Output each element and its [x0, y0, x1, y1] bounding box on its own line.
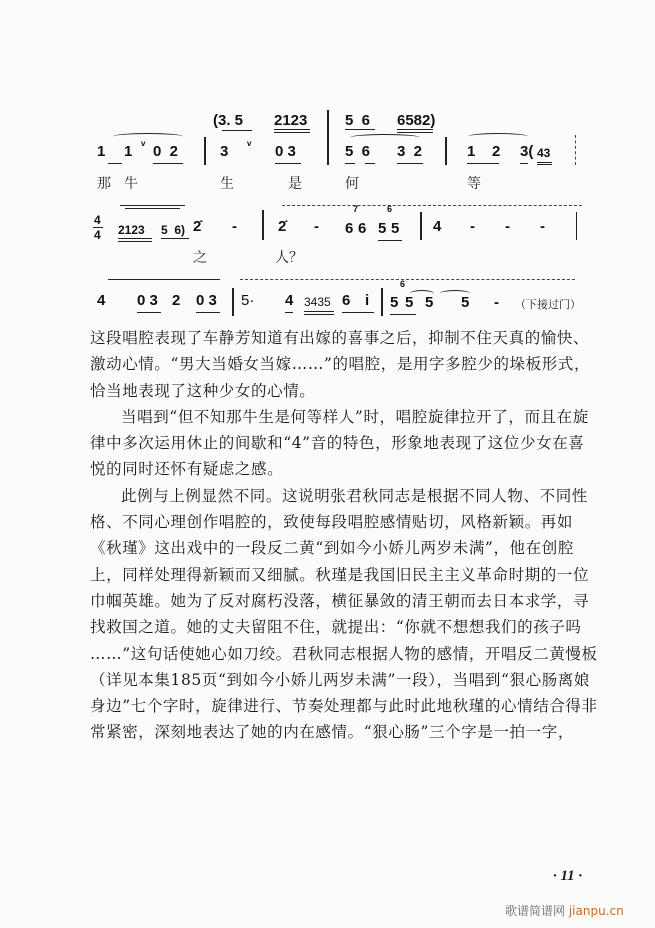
lyric: 那 [97, 176, 111, 192]
melody-note: 3 [220, 143, 229, 160]
accomp-note: (3. 5 [213, 112, 244, 129]
melody-note: 3 2 [397, 143, 423, 160]
underline [342, 312, 374, 313]
underline [108, 163, 122, 164]
extension-line [282, 205, 582, 207]
underline [118, 241, 152, 242]
underline [118, 238, 152, 239]
underline [153, 163, 183, 164]
note: 6 [345, 220, 354, 237]
note: - [232, 218, 237, 235]
note: 5 [405, 294, 414, 311]
note: - [470, 218, 475, 235]
lyric: 何 [345, 176, 359, 192]
barline [381, 288, 383, 316]
lyric: 之 [193, 250, 207, 266]
note: 2123 [118, 223, 145, 237]
continuation-note: （下接过门） [515, 298, 581, 311]
lyric: 人？ [275, 250, 303, 266]
melody-note: 0 2 [153, 143, 179, 160]
underline [285, 312, 293, 313]
paragraph: 此例与上例显然不同。这说明张君秋同志是根据不同人物、不同性格、不同心理创作唱腔的，致使每段唱腔感情贴切，风格新颖。再如《秋瑾》这出戏中的一段反二黄“到如今小娇儿两岁未满”，他在创腔上，同样处理得新颖而又细腻。秋瑾是我国旧民主主义革命时期的一位巾帼英雄。她为了反对腐朽没落，横征暴敛的清王朝而去日本求学，寻找救国之道。她的丈夫留阻不住，就提出：“你就不想想我们的孩子吗 ……”这句话使她心如刀绞。君秋同志根据人物的感情，开唱反二黄慢板（详见本集185页“到如今小娇儿两岁未满”一段），当唱到“狠心肠离娘身边”七个字时，旋律进行、节奏处理都与此时此地秋瑾的心情结合得非常紧密，深刻地表达了她的内在感情。“狠心肠”三个字是一拍一字， [90, 486, 598, 742]
underline [274, 132, 310, 133]
underline [397, 132, 433, 133]
note: 4 [97, 292, 106, 309]
barline [204, 137, 206, 165]
note: - [314, 218, 319, 235]
extension-line [120, 205, 185, 206]
note: 5 [425, 294, 434, 311]
watermark-cn: 歌谱简谱网 [505, 904, 566, 918]
note: 5 [461, 294, 470, 311]
grace-note: 6 [387, 204, 393, 214]
note: - [494, 294, 499, 311]
extension-line [240, 279, 575, 281]
note: 6 [358, 220, 367, 237]
underline [137, 312, 161, 313]
note: 5 [391, 220, 400, 237]
melody-note: 1 [467, 143, 476, 160]
note: 4 [285, 292, 294, 309]
underline [274, 129, 310, 130]
melody-note: 3( [520, 143, 534, 160]
underline [467, 163, 499, 164]
grace-note: 7 [353, 204, 359, 214]
underline [520, 163, 528, 164]
grace-note: 6 [400, 279, 406, 289]
slur [113, 133, 183, 140]
note: 5 [378, 220, 387, 237]
accomp-note: 2123 [274, 112, 308, 129]
melody-note: 5 6 [345, 143, 371, 160]
slur [350, 134, 420, 141]
melody-note: 43 [537, 146, 551, 160]
body-text [90, 325, 600, 746]
note: 5 [390, 294, 399, 311]
note: 0 3 [196, 292, 217, 309]
underline [222, 130, 252, 131]
extension-line [108, 279, 220, 280]
note: - [540, 218, 545, 235]
note: 3435 [304, 295, 331, 309]
note: - [505, 218, 510, 235]
note: 6 [342, 292, 351, 309]
lyric: 是 [288, 176, 302, 192]
accomp-note: 6582) [397, 112, 436, 129]
barline [420, 212, 422, 240]
time-sig-top: 4 [94, 213, 101, 227]
accomp-note: 5 6 [345, 112, 371, 129]
underline [161, 238, 189, 239]
underline [345, 129, 375, 130]
watermark [505, 902, 624, 919]
barline [327, 110, 329, 165]
note: 5· [241, 292, 255, 309]
underline [304, 311, 334, 312]
barline [576, 212, 577, 240]
slur [468, 133, 528, 140]
note: i [365, 292, 370, 309]
underline [397, 129, 433, 130]
note: 4 [433, 218, 442, 235]
underline [345, 163, 355, 164]
breath-mark: ᵛ [141, 138, 146, 152]
melody-note: 2 [492, 143, 501, 160]
barline [262, 210, 264, 240]
underline [196, 312, 220, 313]
note: 5 6) [161, 223, 186, 237]
note: 2̇ [278, 218, 287, 235]
underline [304, 314, 334, 315]
breath-mark: ᵛ [247, 138, 252, 152]
melody-note: 1 [97, 143, 106, 160]
underline [397, 163, 423, 164]
lyric: 牛 [124, 176, 138, 192]
underline [378, 240, 402, 241]
paragraph: 当唱到“但不知那牛生是何等样人”时，唱腔旋律拉开了，而且在旋律中多次运用休止的间歇和“4”音的特色，形象地表现了这位少女在喜悦的同时还怀有疑虑之感。 [90, 407, 589, 479]
barline [232, 288, 234, 316]
note: 0 3 [137, 292, 158, 309]
underline [365, 163, 375, 164]
note: 2 [172, 292, 181, 309]
barline-dashed [575, 135, 576, 165]
underline [537, 164, 552, 165]
watermark-en: jianpu.cn [568, 904, 624, 918]
lyric: 等 [467, 176, 481, 192]
melody-note: 1 [124, 143, 133, 160]
page-number: · 11 · [553, 868, 583, 884]
underline [275, 163, 301, 164]
lyric: 生 [220, 176, 234, 192]
time-sig-bottom: 4 [94, 228, 101, 242]
extension-line [125, 208, 180, 209]
underline [537, 162, 552, 163]
note: 2̇ [193, 218, 202, 235]
melody-note: 0 3 [275, 143, 296, 160]
barline [445, 137, 447, 165]
paragraph: 这段唱腔表现了车静芳知道有出嫁的喜事之后，抑制不住天真的愉快、激动心情。“男大当婚女当嫁……”的唱腔，是用字多腔少的垛板形式，恰当地表现了这种少女的心情。 [90, 329, 591, 400]
underline [390, 314, 416, 315]
